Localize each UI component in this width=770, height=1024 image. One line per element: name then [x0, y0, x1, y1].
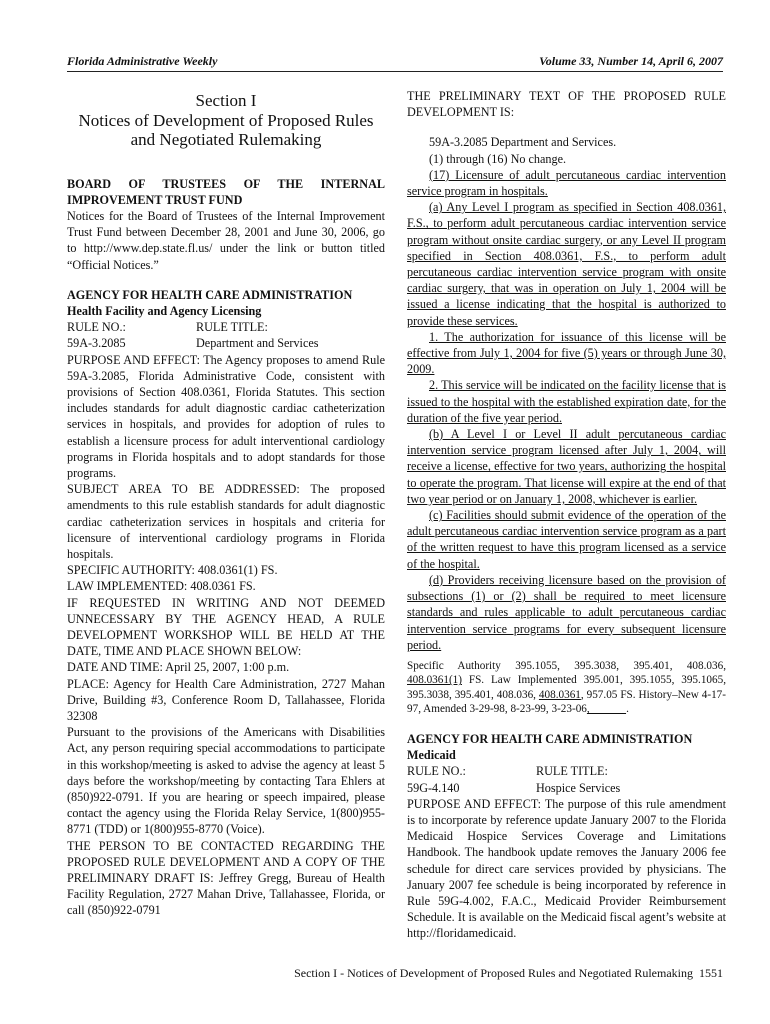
history-part: FS. Law Implemented 395.001, 395.1055, 395.1065, 395.3038, 395.401, 408.036, — [407, 674, 726, 701]
right-column — [407, 88, 726, 942]
workshop-notice: IF REQUESTED IN WRITING AND NOT DEEMED UNNECESSARY BY THE AGENCY HEAD, A RULE DEVELOPMENT WORKSHOP WILL BE HELD AT THE DATE, TIME AND PLACE SHOWN BELOW: — [67, 595, 385, 659]
rule-value-row — [407, 780, 726, 796]
ada-paragraph: Pursuant to the provisions of the Americans with Disabilities Act, any person requiring special accommodations to participate in this workshop/meeting is asked to advise the agency at least 5 days before the workshop/meeting by contacting Tara Ehlers at (850)922-0791. If you are hearing or speech impaired, please contact the agency using the Florida Relay Service, 1(800)955-8771 (TDD) or 1(800)955-8770 (Voice). — [67, 725, 385, 837]
rule-title-label: RULE TITLE: — [196, 320, 268, 335]
rule-no: 59A-3.2085 — [67, 336, 126, 351]
history-underlined: 408.0361(1) — [407, 674, 462, 687]
contact-paragraph: THE PERSON TO BE CONTACTED REGARDING THE PROPOSED RULE DEVELOPMENT AND A COPY OF THE PRELIMINARY DRAFT IS: Jeffrey Gregg, Bureau of Health Facility Regulation, 2727 Mahan Drive, Tallahassee, Florida, or call (850)922-0791 — [67, 838, 385, 918]
paragraph-c: (c) Facilities should submit evidence of the operation of the adult percutaneous cardiac intervention service program as a part of the written request to have this program licensed as a service of the hospital. — [407, 508, 726, 571]
workshop-place: PLACE: Agency for Health Care Administration, 2727 Mahan Drive, Building #3, Conference Room D, Tallahassee, Florida 32308 — [67, 676, 385, 723]
rule-no-label: RULE NO.: — [67, 320, 126, 335]
ahca2-subheading: Medicaid — [407, 748, 456, 763]
spacer — [407, 120, 726, 134]
history-part: Specific Authority 395.1055, 395.3038, 395.401, 408.036, — [407, 659, 726, 672]
left-column — [67, 88, 385, 919]
footer-text: Section I - Notices of Development of Proposed Rules and Negotiated Rulemaking — [294, 966, 693, 980]
trustees-body: Notices for the Board of Trustees of the Internal Improvement Trust Fund between December 28, 2001 and June 30, 2006, go to http://www.dep.state.fl.us/ under the link or button titled “Official Notices.” — [67, 208, 385, 272]
rule-section-line: 59A-3.2085 Department and Services. — [429, 135, 617, 150]
rule-value-row — [67, 335, 385, 351]
rule-no-label: RULE NO.: — [407, 764, 466, 779]
history-part: . — [626, 703, 629, 716]
section-title: Section I — [195, 91, 257, 110]
history-blank: , — [586, 703, 627, 716]
running-header-volume: Volume 33, Number 14, April 6, 2007 — [539, 54, 723, 68]
medicaid-purpose-paragraph: PURPOSE AND EFFECT: The purpose of this rule amendment is to incorporate by reference update January 2007 to the Florida Medicaid Hospice Services Coverage and Limitations Handbook. The handbook update removes the January 2006 fee schedule for direct care services provided by physicians. The January 2007 fee schedule is being incorporated by reference in Rule 59G-4.002, F.A.C., Medicaid Provider Reimbursement Schedule. It is available on the Medicaid fiscal agent’s website at http://floridamedicaid. — [407, 796, 726, 941]
rule-title-label: RULE TITLE: — [536, 764, 608, 779]
rule-label-row — [67, 319, 385, 335]
purpose-paragraph: PURPOSE AND EFFECT: The Agency proposes to amend Rule 59A-3.2085, Florida Administrative Code, consistent with provisions of Section 408.0361, Florida Statutes. This section includes standards for adult diagnostic cardiac catheterization services in hospitals, and provides for adoption of rules to establish a licensure process for adult interventional cardiology programs in Florida hospitals and to adopt standards for those programs. — [67, 352, 385, 480]
preliminary-text-heading: THE PRELIMINARY TEXT OF THE PROPOSED RULE DEVELOPMENT IS: — [407, 89, 726, 120]
ahca2-heading: AGENCY FOR HEALTH CARE ADMINISTRATION — [407, 731, 693, 746]
rule-title: Hospice Services — [536, 780, 621, 795]
paragraph-b: (b) A Level I or Level II adult percutaneous cardiac intervention service program licensed after July 1, 2004, will receive a license, effective for two years, authorizing the hospital to operate the program. That license will expire at the end of that two year period or on January 1, 2008, whichever is earlier. — [407, 427, 726, 506]
section-heading — [67, 91, 385, 150]
workshop-datetime: DATE AND TIME: April 25, 2007, 1:00 p.m. — [67, 660, 290, 675]
spacer — [67, 273, 385, 287]
specific-authority: SPECIFIC AUTHORITY: 408.0361(1) FS. — [67, 563, 278, 578]
paragraph-d: (d) Providers receiving licensure based on the provision of subsections (1) or (2) shall be required to meet licensure standards and rules applicable to adult percutaneous cardiac intervention service programs for every subsequent licensure period. — [407, 572, 726, 652]
paragraph-a: (a) Any Level I program as specified in Section 408.0361, F.S., to perform adult percutaneous cardiac intervention service program without onsite cardiac surgery, or any Level II program specified in Section 408.0361, F.S., to perform adult percutaneous cardiac intervention service program with onsite cardiac surgery, that was in operation on July 1, 2004 will be issued a license indicating that the hospital is authorized to provide these services. — [407, 200, 726, 328]
subject-paragraph: SUBJECT AREA TO BE ADDRESSED: The proposed amendments to this rule establish standards for adult diagnostic cardiac catheterization services in hospitals and criteria for licensure of interventional cardiology programs in Florida hospitals. — [67, 482, 385, 561]
subsection-17: (17) Licensure of adult percutaneous cardiac intervention service program in hospitals. — [407, 167, 726, 199]
no-change-line: (1) through (16) No change. — [429, 151, 567, 166]
ahca-heading: AGENCY FOR HEALTH CARE ADMINISTRATION — [67, 287, 353, 302]
rule-label-row — [407, 763, 726, 779]
rule-title: Department and Services — [196, 336, 319, 351]
history-part: , 957.05 FS. History–New 4-17-97, Amended 3-29-98, 8-23-99, 3-23-06 — [407, 688, 726, 716]
history-note — [407, 659, 726, 717]
page-footer — [288, 966, 723, 981]
running-header-publication: Florida Administrative Weekly — [67, 54, 218, 68]
spacer — [407, 717, 726, 731]
trustees-heading: BOARD OF TRUSTEES OF THE INTERNAL IMPROVEMENT TRUST FUND — [67, 176, 385, 207]
page-number: 1551 — [699, 966, 723, 980]
section-subtitle: Notices of Development of Proposed Rules and Negotiated Rulemaking — [78, 110, 374, 149]
header-divider — [67, 71, 723, 72]
paragraph-a-1: 1. The authorization for issuance of this license will be effective from July 1, 2004 for five (5) years or through June 30, 2009. — [407, 329, 726, 377]
history-underlined: 408.0361 — [538, 688, 581, 701]
rule-no: 59G-4.140 — [407, 780, 460, 795]
paragraph-a-2: 2. This service will be indicated on the facility license that is issued to the hospital with the established expiration date, for the duration of the five year period. — [407, 378, 726, 425]
ahca-subheading: Health Facility and Agency Licensing — [67, 303, 262, 318]
law-implemented: LAW IMPLEMENTED: 408.0361 FS. — [67, 579, 256, 594]
